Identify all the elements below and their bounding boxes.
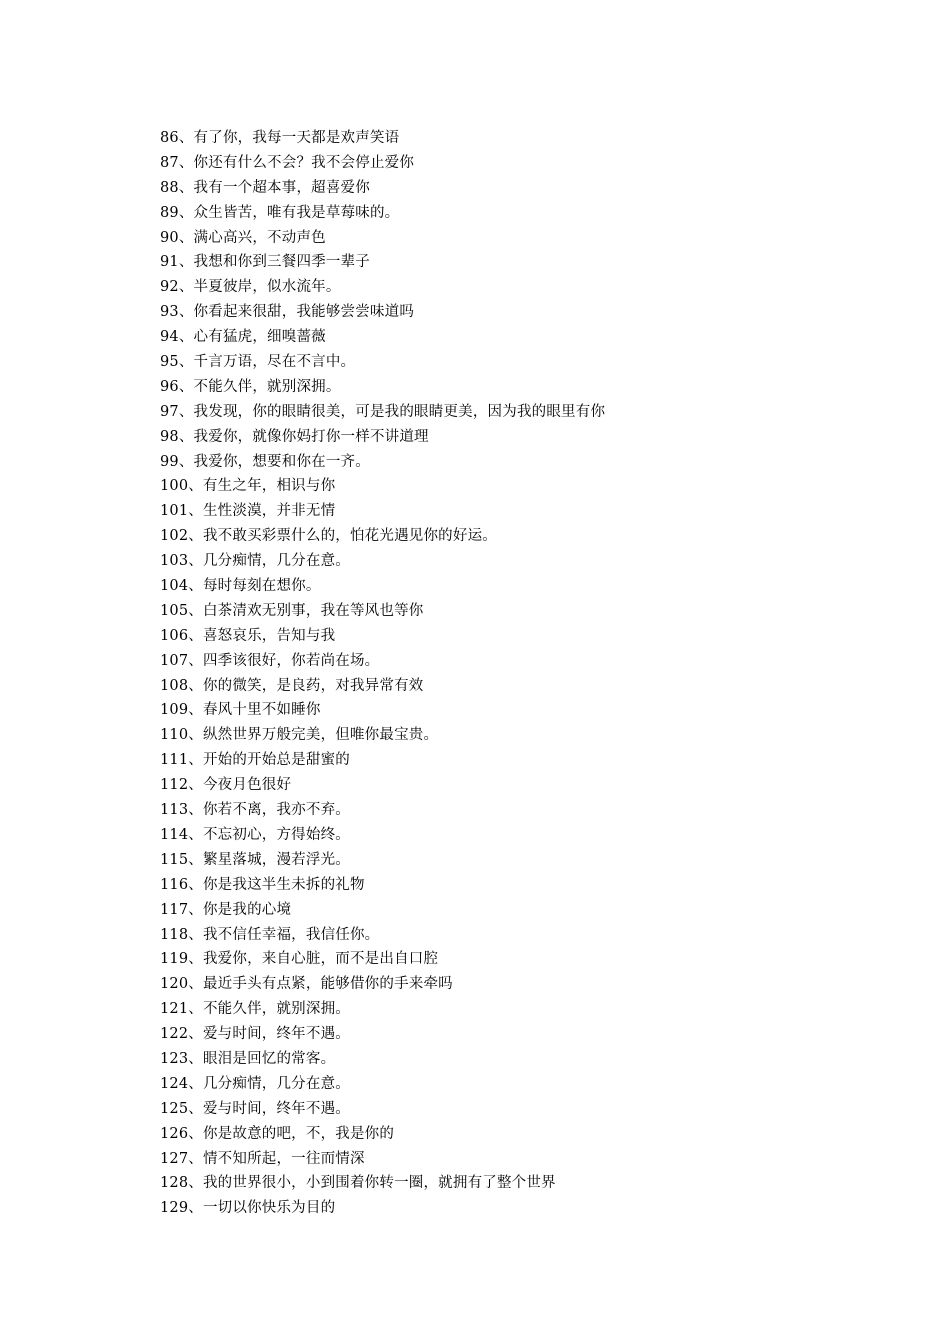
- text-line: 124、几分痴情，几分在意。: [160, 1075, 350, 1092]
- text-line: 116、你是我这半生未拆的礼物: [160, 876, 365, 893]
- text-line: 108、你的微笑，是良药，对我异常有效: [160, 677, 424, 694]
- text-line: 96、不能久伴，就别深拥。: [160, 378, 341, 395]
- text-line: 86、有了你，我每一天都是欢声笑语: [160, 130, 400, 146]
- text-line: 89、众生皆苦，唯有我是草莓味的。: [160, 204, 400, 221]
- text-line: 112、今夜月色很好: [160, 777, 292, 794]
- text-line: 103、几分痴情，几分在意。: [160, 553, 350, 570]
- text-line: 121、不能久伴，就别深拥。: [160, 1001, 350, 1018]
- text-line: 107、四季该很好，你若尚在场。: [160, 652, 380, 669]
- text-line: 87、你还有什么不会？我不会停止爱你: [160, 154, 415, 171]
- text-line: 100、有生之年，相识与你: [160, 478, 336, 495]
- text-line: 97、我发现，你的眼睛很美，可是我的眼睛更美，因为我的眼里有你: [160, 403, 606, 420]
- text-line: 129、一切以你快乐为目的: [160, 1200, 336, 1217]
- text-line: 92、半夏彼岸，似水流年。: [160, 279, 341, 296]
- text-line: 126、你是故意的吧，不，我是你的: [160, 1125, 395, 1142]
- text-line: 90、满心高兴，不动声色: [160, 229, 326, 246]
- text-line: 99、我爱你，想要和你在一齐。: [160, 453, 370, 470]
- text-line: 123、眼泪是回忆的常客。: [160, 1050, 336, 1067]
- text-line: 102、我不敢买彩票什么的，怕花光遇见你的好运。: [160, 528, 497, 545]
- text-line: 106、喜怒哀乐，告知与我: [160, 627, 336, 644]
- text-line: 128、我的世界很小，小到围着你转一圈，就拥有了整个世界: [160, 1175, 556, 1192]
- text-line: 105、白茶清欢无别事，我在等风也等你: [160, 602, 424, 619]
- text-line: 118、我不信任幸福，我信任你。: [160, 926, 380, 943]
- numbered-line-list: [160, 126, 860, 1221]
- text-line: 98、我爱你，就像你妈打你一样不讲道理: [160, 428, 429, 445]
- text-line: 111、开始的开始总是甜蜜的: [160, 752, 350, 769]
- text-line: 101、生性淡漠，并非无情: [160, 503, 336, 520]
- text-line: 127、情不知所起，一往而情深: [160, 1150, 365, 1167]
- text-line: 104、每时每刻在想你。: [160, 578, 321, 595]
- text-line: 94、心有猛虎，细嗅蔷薇: [160, 329, 326, 346]
- text-line: 114、不忘初心，方得始终。: [160, 826, 350, 843]
- text-line: 122、爱与时间，终年不遇。: [160, 1026, 350, 1043]
- text-line: 113、你若不离，我亦不弃。: [160, 802, 350, 819]
- text-line: 115、繁星落城，漫若浮光。: [160, 851, 350, 868]
- text-line: 88、我有一个超本事，超喜爱你: [160, 179, 370, 196]
- text-line: 95、千言万语，尽在不言中。: [160, 354, 356, 371]
- text-line: 93、你看起来很甜，我能够尝尝味道吗: [160, 304, 415, 321]
- text-line: 117、你是我的心境: [160, 901, 292, 918]
- text-line: 91、我想和你到三餐四季一辈子: [160, 254, 370, 271]
- text-line: 109、春风十里不如睡你: [160, 702, 321, 719]
- text-line: 120、最近手头有点紧，能够借你的手来牵吗: [160, 976, 453, 993]
- text-line: 110、纵然世界万般完美，但唯你最宝贵。: [160, 727, 439, 744]
- text-line: 119、我爱你，来自心脏，而不是出自口腔: [160, 951, 439, 968]
- text-line: 125、爱与时间，终年不遇。: [160, 1100, 350, 1117]
